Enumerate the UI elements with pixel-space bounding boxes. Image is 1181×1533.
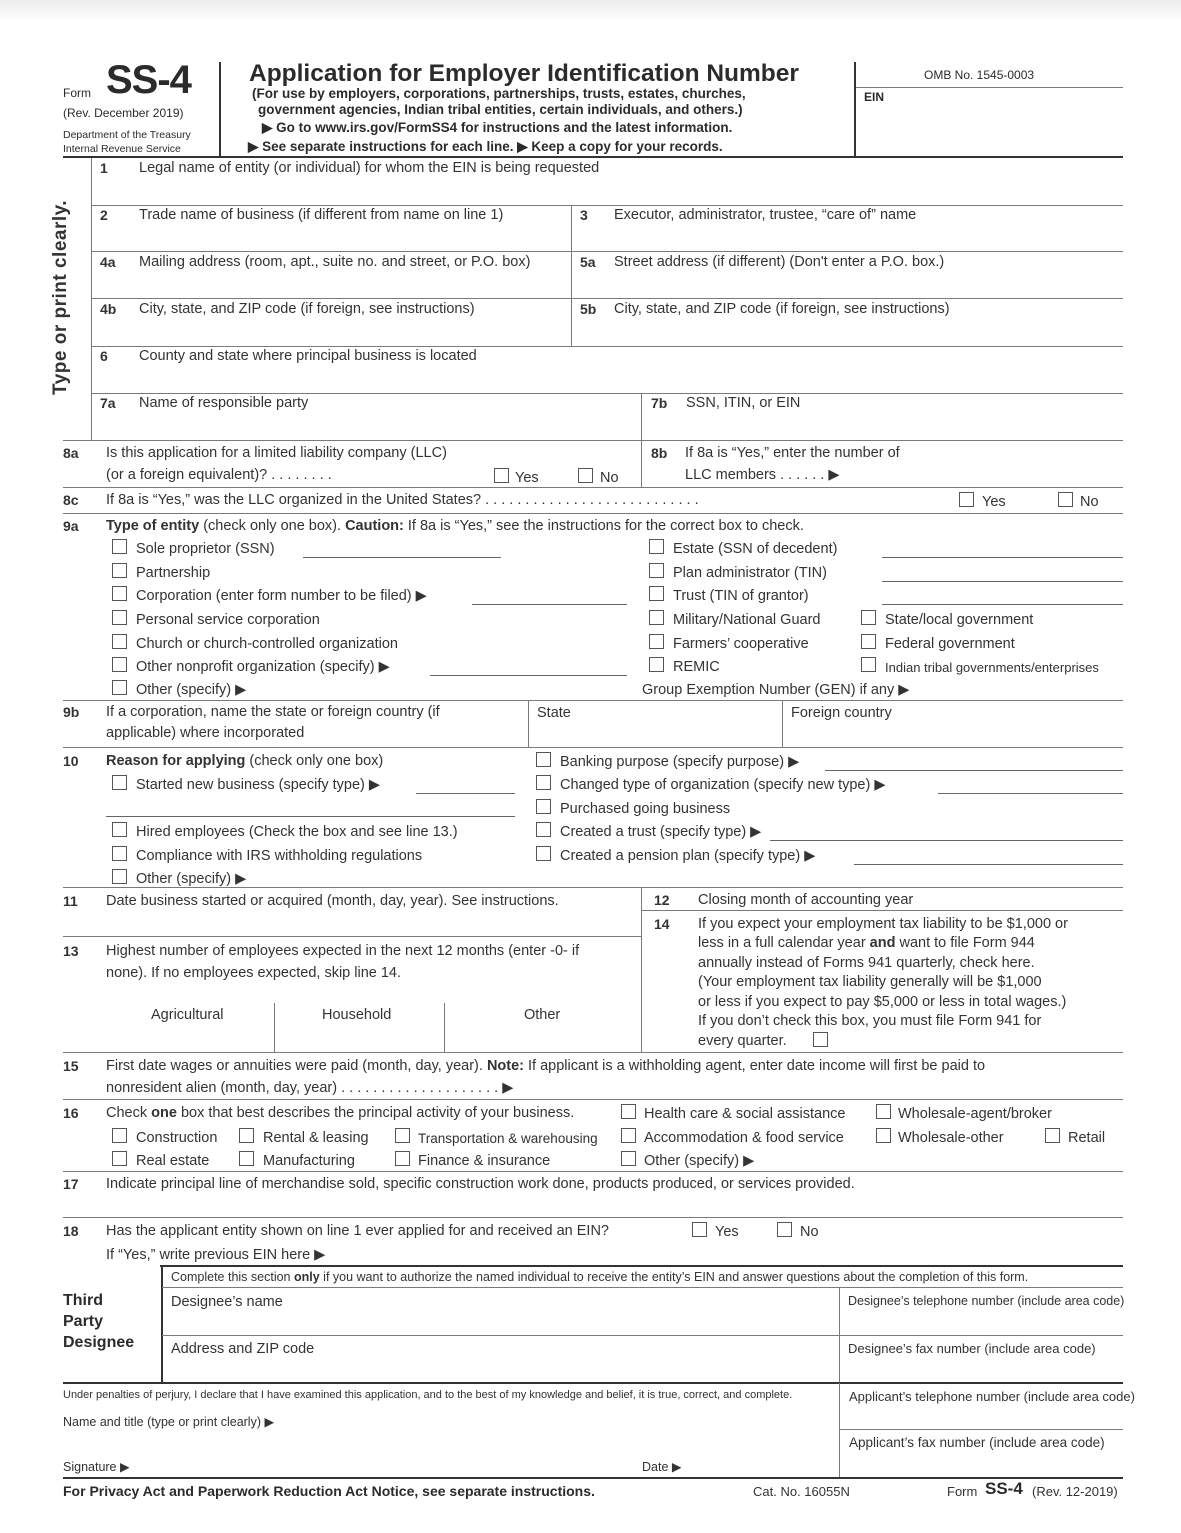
designee-fax-label: Designee’s fax number (include area code) <box>848 1341 1096 1356</box>
line-14-text-7: every quarter. <box>698 1033 787 1049</box>
compliance-label: Compliance with IRS withholding regulations <box>136 848 423 864</box>
remic-label: REMIC <box>673 659 720 675</box>
corporation-label: Corporation (enter form number to be filed) ▶ <box>136 588 427 604</box>
line-14-text-1: If you expect your employment tax liability to be $1,000 or <box>698 916 1068 932</box>
estate-label: Estate (SSN of decedent) <box>673 541 838 557</box>
line-4a-number: 4a <box>100 254 116 270</box>
line-7a-label: Name of responsible party <box>139 395 309 411</box>
goto-link[interactable]: ▶ Go to www.irs.gov/FormSS4 for instructions and the latest information. <box>262 120 733 135</box>
line-14-number: 14 <box>654 916 670 932</box>
psc-checkbox[interactable] <box>112 610 127 625</box>
line-14-text-4: (Your employment tax liability generally will be $1,000 <box>698 974 1042 990</box>
llc-no-label: No <box>600 470 619 486</box>
wholesale-agent-checkbox[interactable] <box>876 1104 891 1119</box>
changed-org-label: Changed type of organization (specify new type) ▶ <box>560 777 886 793</box>
header-rule <box>63 156 1123 158</box>
instructions-note: ▶ See separate instructions for each line. ▶ Keep a copy for your records. <box>248 139 723 154</box>
hired-employees-checkbox[interactable] <box>112 822 127 837</box>
line-5a-label: Street address (if different) (Don't enter a P.O. box.) <box>614 254 945 270</box>
previous-ein-label: If “Yes,” write previous EIN here ▶ <box>106 1247 326 1263</box>
third-party-title: Third <box>63 1292 103 1309</box>
line-8b-label: If 8a is “Yes,” enter the number of <box>685 445 900 461</box>
line-10-label: Reason for applying (check only one box) <box>106 753 384 769</box>
llc-yes-checkbox[interactable] <box>494 468 509 483</box>
created-pension-checkbox[interactable] <box>536 846 551 861</box>
other-entity-checkbox[interactable] <box>112 680 127 695</box>
third-party-title-3: Designee <box>63 1334 135 1351</box>
transportation-label: Transportation & warehousing <box>418 1131 598 1146</box>
line-10-number: 10 <box>63 753 79 769</box>
line-11-number: 11 <box>63 893 78 909</box>
designee-address-label: Address and ZIP code <box>171 1341 315 1357</box>
sole-proprietor-checkbox[interactable] <box>112 539 127 554</box>
applicant-fax-label: Applicant’s fax number (include area code) <box>849 1435 1105 1450</box>
health-care-checkbox[interactable] <box>621 1104 636 1119</box>
federal-gov-checkbox[interactable] <box>861 634 876 649</box>
retail-checkbox[interactable] <box>1045 1128 1060 1143</box>
line-4b-number: 4b <box>100 301 117 317</box>
psc-label: Personal service corporation <box>136 612 320 628</box>
remic-checkbox[interactable] <box>649 657 664 672</box>
retail-label: Retail <box>1068 1130 1106 1146</box>
line-8a-label-2: (or a foreign equivalent)? . . . . . . . . <box>106 467 332 483</box>
line-12-label: Closing month of accounting year <box>698 892 914 908</box>
line-1-number: 1 <box>100 160 108 176</box>
trust-label: Trust (TIN of grantor) <box>673 588 809 604</box>
created-pension-label: Created a pension plan (specify type) ▶ <box>560 848 816 864</box>
nonprofit-specify-field[interactable] <box>430 675 627 676</box>
state-gov-checkbox[interactable] <box>861 610 876 625</box>
line-2-label: Trade name of business (if different from name on line 1) <box>139 207 504 223</box>
gen-label: Group Exemption Number (GEN) if any ▶ <box>642 682 910 698</box>
wholesale-other-checkbox[interactable] <box>876 1128 891 1143</box>
line-15-label: First date wages or annuities were paid (month, day, year). Note: If applicant is a withholding agent, enter date income will first be paid to <box>106 1058 986 1074</box>
transportation-checkbox[interactable] <box>395 1128 410 1143</box>
line-5a-number: 5a <box>580 254 596 270</box>
household-label: Household <box>322 1007 392 1023</box>
header-divider-left <box>219 62 221 157</box>
header-divider-right <box>854 62 856 157</box>
trust-checkbox[interactable] <box>649 586 664 601</box>
other-reason-label: Other (specify) ▶ <box>136 871 247 887</box>
footer-form-word: Form <box>947 1484 978 1499</box>
church-checkbox[interactable] <box>112 634 127 649</box>
form-word: Form <box>63 86 91 100</box>
real-estate-label: Real estate <box>136 1153 210 1169</box>
llc-us-no-checkbox[interactable] <box>1058 492 1073 507</box>
line-8c-number: 8c <box>63 492 79 508</box>
military-checkbox[interactable] <box>649 610 664 625</box>
form-title: Application for Employer Identification Number <box>249 60 799 87</box>
line-9b-label: If a corporation, name the state or foreign country (if <box>106 704 440 720</box>
designee-name-label: Designee’s name <box>171 1294 283 1310</box>
line-5b-label: City, state, and ZIP code (if foreign, see instructions) <box>614 301 950 317</box>
line-8b-label-2: LLC members . . . . . . ▶ <box>685 467 840 483</box>
llc-us-yes-checkbox[interactable] <box>959 492 974 507</box>
other-reason-checkbox[interactable] <box>112 869 127 884</box>
prior-ein-no-checkbox[interactable] <box>777 1222 792 1237</box>
line-5b-number: 5b <box>580 301 597 317</box>
line-7a-number: 7a <box>100 395 116 411</box>
llc-yes-label: Yes <box>515 470 539 486</box>
applicant-phone-label: Applicant’s telephone number (include area code) <box>849 1389 1135 1404</box>
line-4a-label: Mailing address (room, apt., suite no. and street, or P.O. box) <box>139 254 531 270</box>
line-18-number: 18 <box>63 1223 79 1239</box>
perjury-statement: Under penalties of perjury, I declare that I have examined this application, and to the best of my knowledge and belief, it is true, correct, and complete. <box>63 1389 793 1401</box>
construction-label: Construction <box>136 1130 218 1146</box>
line-13-number: 13 <box>63 943 79 959</box>
created-trust-label: Created a trust (specify type) ▶ <box>560 824 762 840</box>
line-1-label: Legal name of entity (or individual) for whom the EIN is being requested <box>139 160 600 176</box>
construction-checkbox[interactable] <box>112 1128 127 1143</box>
line-15-number: 15 <box>63 1058 79 1074</box>
ein-label: EIN <box>864 90 885 104</box>
state-gov-label: State/local government <box>885 612 1034 628</box>
line-12-number: 12 <box>654 892 670 908</box>
changed-org-checkbox[interactable] <box>536 775 551 790</box>
line-6-number: 6 <box>100 348 108 364</box>
line-17-number: 17 <box>63 1176 79 1192</box>
military-label: Military/National Guard <box>673 612 821 628</box>
banking-checkbox[interactable] <box>536 752 551 767</box>
started-business-label: Started new business (specify type) ▶ <box>136 777 381 793</box>
third-party-title-2: Party <box>63 1313 104 1330</box>
line-9a-number: 9a <box>63 518 79 534</box>
purchased-label: Purchased going business <box>560 801 731 817</box>
sole-proprietor-ssn-field[interactable] <box>303 557 501 558</box>
plan-admin-label: Plan administrator (TIN) <box>673 565 827 581</box>
finance-checkbox[interactable] <box>395 1151 410 1166</box>
federal-gov-label: Federal government <box>885 636 1015 652</box>
finance-label: Finance & insurance <box>418 1153 551 1169</box>
created-pension-field[interactable] <box>854 864 1123 865</box>
state-field-label: State <box>537 705 571 721</box>
church-label: Church or church-controlled organization <box>136 636 398 652</box>
corporation-checkbox[interactable] <box>112 586 127 601</box>
line-11-label: Date business started or acquired (month, day, year). See instructions. <box>106 893 559 909</box>
line-8c-label: If 8a is “Yes,” was the LLC organized in the United States? . . . . . . . . . . . . . . . . . . . . . . . . . . . <box>106 492 699 508</box>
other-entity-label: Other (specify) ▶ <box>136 682 247 698</box>
line-6-label: County and state where principal business is located <box>139 348 477 364</box>
name-title-label: Name and title (type or print clearly) ▶ <box>63 1415 275 1429</box>
subtitle-1: (For use by employers, corporations, partnerships, trusts, estates, churches, <box>252 86 746 101</box>
created-trust-field[interactable] <box>770 840 1123 841</box>
form-944-checkbox[interactable] <box>813 1032 828 1047</box>
third-party-instructions: Complete this section only if you want to authorize the named individual to receive the entity’s EIN and answer questions about the completion of this form. <box>171 1270 1029 1284</box>
line-16-label: Check one box that best describes the principal activity of your business. <box>106 1105 575 1121</box>
manufacturing-checkbox[interactable] <box>239 1151 254 1166</box>
accommodation-label: Accommodation & food service <box>644 1130 844 1146</box>
line-8b-number: 8b <box>651 445 668 461</box>
farmers-label: Farmers’ cooperative <box>673 636 809 652</box>
footer-form-id: SS-4 <box>985 1479 1023 1498</box>
line-4b-label: City, state, and ZIP code (if foreign, see instructions) <box>139 301 475 317</box>
line-14-text-5: or less if you expect to pay $5,000 or less in total wages.) <box>698 994 1067 1010</box>
started-business-checkbox[interactable] <box>112 775 127 790</box>
estate-checkbox[interactable] <box>649 539 664 554</box>
created-trust-checkbox[interactable] <box>536 822 551 837</box>
corporation-form-field[interactable] <box>472 604 627 605</box>
line-3-label: Executor, administrator, trustee, “care of” name <box>614 207 917 223</box>
line-14-text-6: If you don’t check this box, you must file Form 941 for <box>698 1013 1042 1029</box>
department: Department of the Treasury <box>63 129 191 141</box>
form-id: SS-4 <box>106 58 191 102</box>
started-business-field-2[interactable] <box>106 816 515 817</box>
rental-checkbox[interactable] <box>239 1128 254 1143</box>
line-13-label: Highest number of employees expected in the next 12 months (enter -0- if <box>106 943 580 959</box>
estate-ssn-field[interactable] <box>882 557 1123 558</box>
line-14-text-2: less in a full calendar year and want to file Form 944 <box>698 935 1035 951</box>
line-9a-label: Type of entity (check only one box). Caution: If 8a is “Yes,” see the instructions for the correct box to check. <box>106 518 804 534</box>
nonprofit-label: Other nonprofit organization (specify) ▶ <box>136 659 390 675</box>
line-16-number: 16 <box>63 1105 79 1121</box>
date-label: Date ▶ <box>642 1460 682 1474</box>
catalog-number: Cat. No. 16055N <box>753 1484 850 1499</box>
hired-employees-label: Hired employees (Check the box and see line 13.) <box>136 824 458 840</box>
tribal-checkbox[interactable] <box>861 657 876 672</box>
banking-label: Banking purpose (specify purpose) ▶ <box>560 754 800 770</box>
agricultural-label: Agricultural <box>151 1007 224 1023</box>
partnership-checkbox[interactable] <box>112 563 127 578</box>
llc-us-no-label: No <box>1080 494 1099 510</box>
line-7b-label: SSN, ITIN, or EIN <box>686 395 801 411</box>
line-3-number: 3 <box>580 207 588 223</box>
line-18-label: Has the applicant entity shown on line 1 ever applied for and received an EIN? <box>106 1223 609 1239</box>
line-15-label-2: nonresident alien (month, day, year) . . . . . . . . . . . . . . . . . . . . ▶ <box>106 1080 514 1096</box>
type-or-print-label: Type or print clearly. <box>50 199 71 395</box>
other-employees-label: Other <box>524 1007 561 1023</box>
line-2-number: 2 <box>100 207 108 223</box>
changed-org-field[interactable] <box>938 793 1123 794</box>
foreign-country-field-label: Foreign country <box>791 705 892 721</box>
privacy-notice: For Privacy Act and Paperwork Reduction Act Notice, see separate instructions. <box>63 1483 595 1499</box>
health-care-label: Health care & social assistance <box>644 1106 846 1122</box>
plan-admin-checkbox[interactable] <box>649 563 664 578</box>
top-shadow <box>0 0 1181 22</box>
omb-number: OMB No. 1545-0003 <box>924 68 1035 82</box>
other-activity-label: Other (specify) ▶ <box>644 1153 755 1169</box>
signature-label: Signature ▶ <box>63 1460 130 1474</box>
trust-tin-field[interactable] <box>882 604 1123 605</box>
prior-ein-yes-label: Yes <box>715 1224 739 1240</box>
line-13-label-2: none). If no employees expected, skip line 14. <box>106 965 402 981</box>
farmers-checkbox[interactable] <box>649 634 664 649</box>
designee-phone-label: Designee’s telephone number (include area code) <box>848 1294 1125 1308</box>
partnership-label: Partnership <box>136 565 211 581</box>
prior-ein-yes-checkbox[interactable] <box>692 1222 707 1237</box>
line-9b-number: 9b <box>63 704 80 720</box>
plan-admin-tin-field[interactable] <box>882 581 1123 582</box>
llc-no-checkbox[interactable] <box>578 468 593 483</box>
wholesale-agent-label: Wholesale-agent/broker <box>898 1106 1052 1122</box>
subtitle-2: government agencies, Indian tribal entities, certain individuals, and others.) <box>258 102 743 117</box>
agency: Internal Revenue Service <box>63 143 181 155</box>
real-estate-checkbox[interactable] <box>112 1151 127 1166</box>
sole-proprietor-label: Sole proprietor (SSN) <box>136 541 275 557</box>
line-17-label: Indicate principal line of merchandise sold, specific construction work done, products produced, or services provided. <box>106 1176 855 1192</box>
line-14-text-3: annually instead of Forms 941 quarterly, check here. <box>698 955 1035 971</box>
tribal-label: Indian tribal governments/enterprises <box>885 660 1099 675</box>
line-9b-label-2: applicable) where incorporated <box>106 725 305 741</box>
banking-field[interactable] <box>825 770 1123 771</box>
line-7b-number: 7b <box>651 395 668 411</box>
manufacturing-label: Manufacturing <box>263 1153 355 1169</box>
llc-us-yes-label: Yes <box>982 494 1006 510</box>
purchased-checkbox[interactable] <box>536 799 551 814</box>
revision: (Rev. December 2019) <box>63 106 184 120</box>
started-business-field[interactable] <box>416 793 515 794</box>
prior-ein-no-label: No <box>800 1224 819 1240</box>
accommodation-checkbox[interactable] <box>621 1128 636 1143</box>
compliance-checkbox[interactable] <box>112 846 127 861</box>
other-activity-checkbox[interactable] <box>621 1151 636 1166</box>
nonprofit-checkbox[interactable] <box>112 657 127 672</box>
line-8a-number: 8a <box>63 445 79 461</box>
wholesale-other-label: Wholesale-other <box>898 1130 1004 1146</box>
rental-label: Rental & leasing <box>263 1130 369 1146</box>
footer-revision: (Rev. 12-2019) <box>1032 1484 1118 1499</box>
line-8a-label: Is this application for a limited liability company (LLC) <box>106 445 447 461</box>
